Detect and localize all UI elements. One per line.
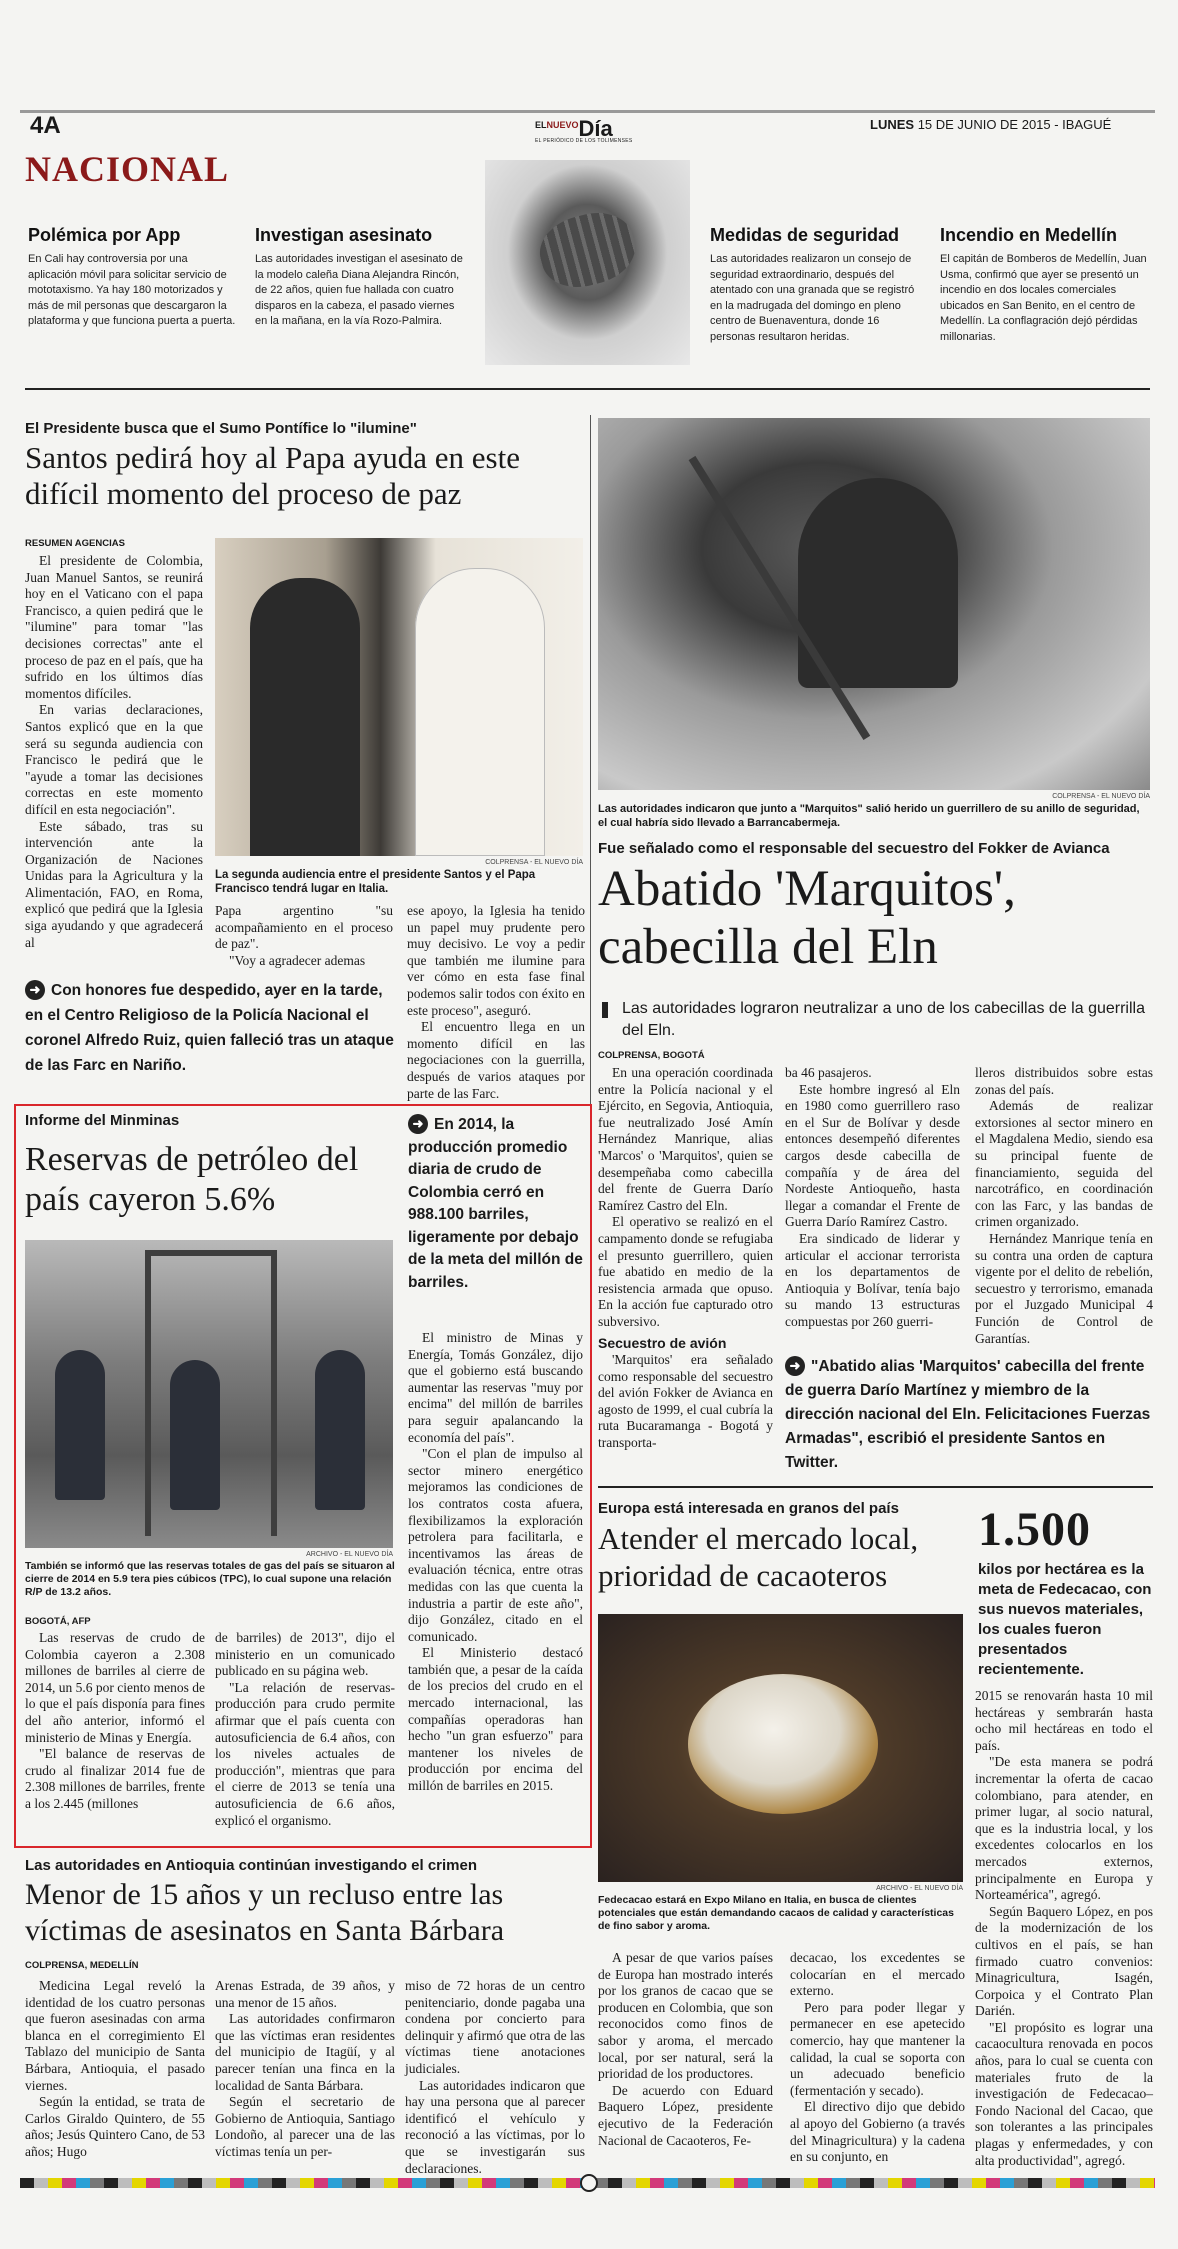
cacao-p-r3: Según Baquero López, en pos de la modernización de los cultivos en el país, se han firmado cuatro convenios: Minagricultura, Isagén, Corpoica y el Contrato Plan Darién. — [975, 1903, 1153, 2019]
brief-title-seguridad: Medidas de seguridad — [710, 225, 900, 245]
petroleo-pullquote — [408, 1114, 583, 1294]
marquitos-p9: Hernández Manrique tenía en su contra una orden de captura vigente por el delito de rebelión, secuestro y terrorismo, emanada por el Juzgado Municipal 4 Función de Control de Garantías. — [975, 1230, 1153, 1346]
antioquia-col2 — [215, 1978, 395, 2161]
marquitos-byline: COLPRENSA, BOGOTÁ — [598, 1050, 705, 1061]
santos-p7: El encuentro llega en un momento difícil en las negociaciones con la guerrilla, después de varios ataques por parte de las Farc. — [407, 1019, 585, 1101]
santos-p3: Este sábado, tras su intervención ante la Organización de Naciones Unidas para la Agricultura y la Alimentación, FAO, en Roma, explicó que pedirá que la Iglesia siga ayudando y que agradecerá al — [25, 818, 203, 950]
brief-title-app: Polémica por App — [28, 225, 181, 245]
santos-pull-text: Con honores fue despedido, ayer en la tarde, en el Centro Religioso de la Policía Nacional el coronel Alfredo Ruiz, quien falleció tras un ataque de las Farc en Nariño. — [25, 982, 394, 1074]
santos-col3 — [407, 903, 585, 1102]
petroleo-p4: "La relación de reservas-producción para crudo permite afirmar que el país cuenta con autosuficiencia de 6.4 años, con los niveles actuales de producción", mientras que para el cierre de 2013 se tenía una autosuficiencia de 6.6 años, explicó el organismo. — [215, 1679, 395, 1828]
petroleo-pull-text: En 2014, la producción promedio diaria de crudo de Colombia cerró en 988.100 barriles, ligeramente por debajo de la meta del millón de barriles. — [408, 1116, 583, 1291]
marquitos-subhead: Secuestro de avión — [598, 1334, 727, 1351]
petroleo-kicker: Informe del Minminas — [25, 1112, 180, 1129]
antioquia-p6: miso de 72 horas de un centro penitenciario, donde pagaba una condena por concierto para delinquir y afirmó que otra de las víctimas tiene anotaciones judiciales. — [405, 1978, 585, 2076]
marquitos-col2 — [785, 1065, 960, 1331]
cacao-right-col — [975, 1688, 1153, 2169]
santos-p2: En varias declaraciones, Santos explicó que en la que será su segunda audiencia con Francisco le pedirá que le "ayude a tomar las decisiones correctas en este momento difícil en esta negociación". — [25, 702, 203, 817]
santos-headline: Santos pedirá hoy al Papa ayuda en este difícil momento del proceso de paz — [25, 440, 520, 511]
petroleo-right-col — [408, 1330, 583, 1795]
marquitos-headline: Abatido 'Marquitos', cabecilla del Eln — [598, 861, 1016, 975]
pope-figure — [415, 568, 545, 856]
top-rule — [20, 110, 1155, 113]
marquitos-p1: En una operación coordinada entre la Policía nacional y el Ejército, en Segovia, Antioquia, fue neutralizado José Amín Hernández Manrique, alias 'Marcos' o 'Marquitos', quien se desempeñaba como cabecilla del frente de Guerra Darío Ramírez Castro del Eln. — [598, 1065, 773, 1213]
arrow-right-icon: ➜ — [25, 980, 45, 1000]
antioquia-headline: Menor de 15 años y un recluso entre las víctimas de asesinatos en Santa Bárbara — [25, 1878, 505, 1947]
cacao-p-r1: 2015 se renovarán hasta 10 mil hectáreas y sembrarán hasta ocho mil hectáreas en todo el país. — [975, 1688, 1153, 1753]
cacao-kicker: Europa está interesada en granos del país — [598, 1500, 899, 1517]
briefs-divider — [25, 388, 1150, 390]
registration-mark-icon — [580, 2174, 598, 2192]
santos-byline: RESUMEN AGENCIAS — [25, 538, 125, 549]
marquitos-p2: El operativo se realizó en el campamento donde se refugiaba el presunto guerrillero, quien fue abatido en medio de la resistencia armada que opuso. En la acción fue capturado otro subversivo. — [598, 1214, 773, 1329]
petroleo-col2 — [215, 1630, 395, 1829]
grenade-shape — [533, 204, 643, 296]
petroleo-p-r2: "Con el plan de impulso al sector minero energético mejoramos las condiciones de los contratos costa afuera, flexibilizamos la exploración petrolera para facilitarla, e incentivamos las áreas de evaluación técnica, entre otras medidas con las que cuenta la industria a partir de este año", dijo González, citado en el comunicado. — [408, 1446, 583, 1644]
antioquia-p2: Según la entidad, se trata de Carlos Giraldo Quintero, de 55 años; Jesús Quintero Cano, de 53 años; Hugo — [25, 2094, 205, 2159]
cacao-photo — [598, 1614, 963, 1882]
marquitos-bottom-rule — [598, 1486, 1153, 1488]
date-rest: 15 DE JUNIO DE 2015 - IBAGUÉ — [917, 117, 1112, 132]
cacao-headline: Atender el mercado local, prioridad de cacaoteros — [598, 1521, 919, 1593]
petroleo-col1 — [25, 1630, 205, 1813]
oil-workers-photo — [25, 1240, 393, 1548]
santos-pullquote — [25, 978, 400, 1078]
arrow-right-icon: ➜ — [408, 1114, 428, 1134]
brief-text-incendio: El capitán de Bomberos de Medellín, Juan Usma, confirmó que ayer se presentó un incendio en dos locales comerciales ubicados en San Benito, en el centro de Medellín. La conflagración dejó pérdidas millonarias. — [940, 253, 1147, 343]
marquitos-col1 — [598, 1065, 773, 1452]
marquitos-pullquote — [785, 1355, 1155, 1475]
cacao-col2 — [790, 1950, 965, 2166]
worker-3 — [315, 1350, 365, 1510]
petroleo-credit: ARCHIVO - EL NUEVO DÍA — [306, 1551, 393, 1558]
cacao-col1 — [598, 1950, 773, 2149]
santos-figure — [250, 578, 360, 856]
marquitos-p4: ba 46 pasajeros. — [785, 1065, 872, 1080]
masthead-logo — [535, 116, 633, 144]
worker-1 — [55, 1350, 105, 1500]
marquitos-p3: 'Marquitos' era señalado como responsable del secuestro del avión Fokker de Avianca en agosto de 1999, el cual cubría la ruta Bucaramanga - Bogotá y transporta- — [598, 1352, 773, 1451]
cacao-stat: 1.500 — [978, 1503, 1091, 1556]
marquitos-p7: lleros distribuidos sobre estas zonas del país. — [975, 1065, 1153, 1097]
marquitos-deck-bar — [602, 1002, 608, 1018]
santos-caption: La segunda audiencia entre el presidente Santos y el Papa Francisco tendrá lugar en Italia. — [215, 869, 536, 895]
santos-p4: Papa argentino "su acompañamiento en el proceso de paz". — [215, 903, 393, 952]
section-title: NACIONAL — [25, 149, 230, 189]
cacao-caption: Fedecacao estará en Expo Milano en Italia, en busca de clientes potenciales que están demandando cacaos de calidad y características de fino sabor y aroma. — [598, 1894, 954, 1932]
cacao-stat-text: kilos por hectárea es la meta de Fedecacao, con sus nuevos materiales, los cuales fueron presentados recientemente. — [978, 1561, 1152, 1678]
cacao-p-r2: "De esta manera se podrá incrementar la oferta de cacao colombiano, para atender, en primer lugar, al socio natural, que es la industria local, y los excedentes colocarlos en los mercados externos, principalmente en Europa y Norteamérica", agregó. — [975, 1754, 1153, 1903]
brief-text-seguridad: Las autoridades realizaron un consejo de seguridad extraordinario, después del atentado con una granada que se registró en la madrugada del domingo en pleno centro de Buenaventura, donde 16 personas resultaron heridas. — [710, 253, 915, 343]
cacao-pod — [688, 1674, 878, 1814]
masthead-el: EL — [535, 120, 547, 130]
marquitos-p6: Era sindicado de liderar y articular el accionar terrorista en los departamentos de Antioquia y Bolívar, tenía bajo su mando 13 estructuras compuestas por 260 guerri- — [785, 1230, 960, 1329]
page-number: 4A — [30, 112, 61, 139]
cacao-p-r4: "El propósito es lograr una cacaocultura renovada en pocos años, para lo cual se cuenta con materiales fruto de la investigación de Fedecacao–Fondo Nacional del Cacao, que son tolerantes a las principales plagas y enfermedades, y con alta productividad", agregó. — [975, 2019, 1153, 2168]
masthead-dia: Día — [578, 116, 613, 141]
petroleo-p-r1: El ministro de Minas y Energía, Tomás González, dijo que el gobierno está buscando aumentar las reservas "muy por encima" del millón de barriles para seguir apalancando la economía del país". — [408, 1330, 583, 1445]
brief-text-asesinato: Las autoridades investigan el asesinato de la modelo caleña Diana Alejandra Rincón, de 22 años, quien fue hallada con cuatro disparos en la cabeza, el pasado viernes en la mañana, en la vía Rozo-Palmira. — [255, 253, 463, 327]
date-line — [870, 117, 1111, 132]
brief-title-asesinato: Investigan asesinato — [255, 225, 433, 245]
antioquia-p4: Las autoridades confirmaron que las víctimas eran residentes del municipio de Itagüí, y al parecer tenían una finca en la localidad de Santa Bárbara. — [215, 2011, 395, 2093]
santos-pope-photo — [215, 538, 583, 856]
marquitos-col3 — [975, 1065, 1153, 1347]
santos-p5: "Voy a agradecer ademas — [229, 952, 366, 968]
cacao-p1: A pesar de que varios países de Europa han mostrado interés por los granos de cacao que se producen en Colombia, que son reconocidos como finos de sabor y aroma, el mercado local, por ser natural, será la prioridad de los productores. — [598, 1950, 773, 2082]
santos-p6: ese apoyo, la Iglesia ha tenido un papel muy prudente pero muy decisivo. Le voy a pedir que también me ilumine para ver cómo en esta fase final podemos salir todos con éxito en este proceso", aseguró. — [407, 903, 585, 1018]
marquitos-deck: Las autoridades lograron neutralizar a uno de los cabecillas de la guerrilla del Eln. — [622, 1000, 1145, 1039]
antioquia-p1: Medicina Legal reveló la identidad de los cuatro personas que fueron asesinadas con arma blanca en el corregimiento El Tablazo del municipio de Santa Bárbara, Antioquia, el pasado viernes. — [25, 1978, 205, 2093]
marquitos-credit: COLPRENSA - EL NUEVO DÍA — [1052, 793, 1150, 800]
petroleo-p1: Las reservas de crudo de Colombia cayeron a 2.308 millones de barriles al cierre de 2014, un 5.6 por ciento menos de lo que el país disponía para fines del año anterior, informó el ministerio de Minas y Energía. — [25, 1630, 205, 1745]
santos-col2 — [215, 903, 393, 969]
brief-title-incendio: Incendio en Medellín — [940, 225, 1118, 245]
cacao-p5: El directivo dijo que debido al apoyo del Gobierno (a través del Minagricultura) y la cadena en su conjunto, en — [790, 2099, 965, 2165]
arrow-right-icon: ➜ — [785, 1356, 805, 1376]
petroleo-p2: "El balance de reservas de crudo al finalizar 2014 fue de 2.308 millones de barriles, frente a los 2.445 (millones — [25, 1746, 205, 1811]
worker-2 — [170, 1360, 220, 1510]
santos-col1 — [25, 553, 203, 951]
santos-p1: El presidente de Colombia, Juan Manuel Santos, se reunirá hoy en el Vaticano con el papa Francisco, a quien pedirá que le "ilumine" para tomar "las decisiones correctas" ante el proceso de paz en el país, que ha sufrido en los últimos días momentos difíciles. — [25, 553, 203, 701]
marquitos-p8: Además de realizar extorsiones al sector minero en el Magdalena Medio, siendo esa su principal fuente de financiamiento, seguida del narcotráfico, en coordinación con las Farc, y las bandas de crimen organizado. — [975, 1098, 1153, 1230]
guerrilla-figure — [798, 478, 958, 688]
grenade-photo — [485, 160, 690, 365]
santos-credit: COLPRENSA - EL NUEVO DÍA — [485, 859, 583, 866]
antioquia-p7: Las autoridades indicaron que hay una persona que al parecer identificó el vehículo y reconoció a las víctimas, por lo que se investigarán sus declaraciones. — [405, 2077, 585, 2176]
cacao-credit: ARCHIVO - EL NUEVO DÍA — [876, 1885, 963, 1892]
cacao-p2: De acuerdo con Eduard Baquero López, presidente ejecutivo de la Federación Nacional de Cacaoteros, Fe- — [598, 2082, 773, 2148]
marquitos-kicker: Fue señalado como el responsable del secuestro del Fokker de Avianca — [598, 840, 1110, 857]
masthead-nuevo: NUEVO — [546, 120, 579, 130]
antioquia-col3 — [405, 1978, 585, 2177]
guerrilla-photo — [598, 418, 1150, 790]
santos-kicker: El Presidente busca que el Sumo Pontífice lo "ilumine" — [25, 420, 417, 437]
petroleo-byline: BOGOTÁ, AFP — [25, 1616, 91, 1627]
antioquia-kicker: Las autoridades en Antioquia continúan investigando el crimen — [25, 1857, 478, 1874]
marquitos-caption: Las autoridades indicaron que junto a "Marquitos" salió herido un guerrillero de su anillo de seguridad, el cual habría sido llevado a Barrancabermeja. — [598, 803, 1140, 829]
marquitos-pull-text: "Abatido alias 'Marquitos' cabecilla del frente de guerra Darío Martínez y miembro de la dirección nacional del Eln. Felicitaciones Fuerzas Armadas", escribió el presidente Santos en Twitter. — [785, 1358, 1151, 1471]
antioquia-byline: COLPRENSA, MEDELLÍN — [25, 1960, 139, 1971]
petroleo-p-r3: El Ministerio destacó también que, a pesar de la caída de los precios del crudo en el mercado internacional, las compañías operadoras han hecho "un gran esfuerzo" para mantener los niveles de producción por encima del millón de barriles en 2015. — [408, 1645, 583, 1794]
marquitos-p5: Este hombre ingresó al Eln en 1980 como guerrillero raso en el Sur de Bolívar y desde entonces desempeñó diferentes cargos desde cabecilla de compañía y de área del Nordeste Antioqueño, hasta llegar a comandar el Frente de Guerra Darío Ramírez Castro. — [785, 1081, 960, 1230]
masthead-tagline: EL PERIÓDICO DE LOS TOLIMENSES — [535, 138, 633, 144]
petroleo-p3: de barriles) de 2013", dijo el ministerio en un comunicado publicado en su página web. — [215, 1630, 395, 1679]
petroleo-caption: También se informó que las reservas totales de gas del país se situaron al cierre de 2014 en 5.9 tera pies cúbicos (TPC), lo cual supone una relación R/P de 13.2 años. — [25, 1560, 395, 1598]
cacao-p4: Pero para poder llegar y permanecer en ese apetecido comercio, hay que mantener la calidad, la cual se soporta con un adecuado beneficio (fermentación y secado). — [790, 1999, 965, 2098]
date-day: LUNES — [870, 117, 915, 132]
antioquia-p3: Arenas Estrada, de 39 años, y una menor de 15 años. — [215, 1978, 395, 2010]
cacao-p3: decacao, los excedentes se colocarían en el mercado externo. — [790, 1950, 965, 1999]
antioquia-col1 — [25, 1978, 205, 2161]
petroleo-headline: Reservas de petróleo del país cayeron 5.6% — [25, 1141, 359, 1218]
brief-text-app: En Cali hay controversia por una aplicación móvil para solicitar servicio de mototaxismo. Ya hay 180 motorizados y más de mil personas que descargaron la plataforma y que funciona puerta a puerta. — [28, 253, 236, 327]
antioquia-p5: Según el secretario de Gobierno de Antioquia, Santiago Londoño, al parecer una de las víctimas tenía un per- — [215, 2094, 395, 2159]
